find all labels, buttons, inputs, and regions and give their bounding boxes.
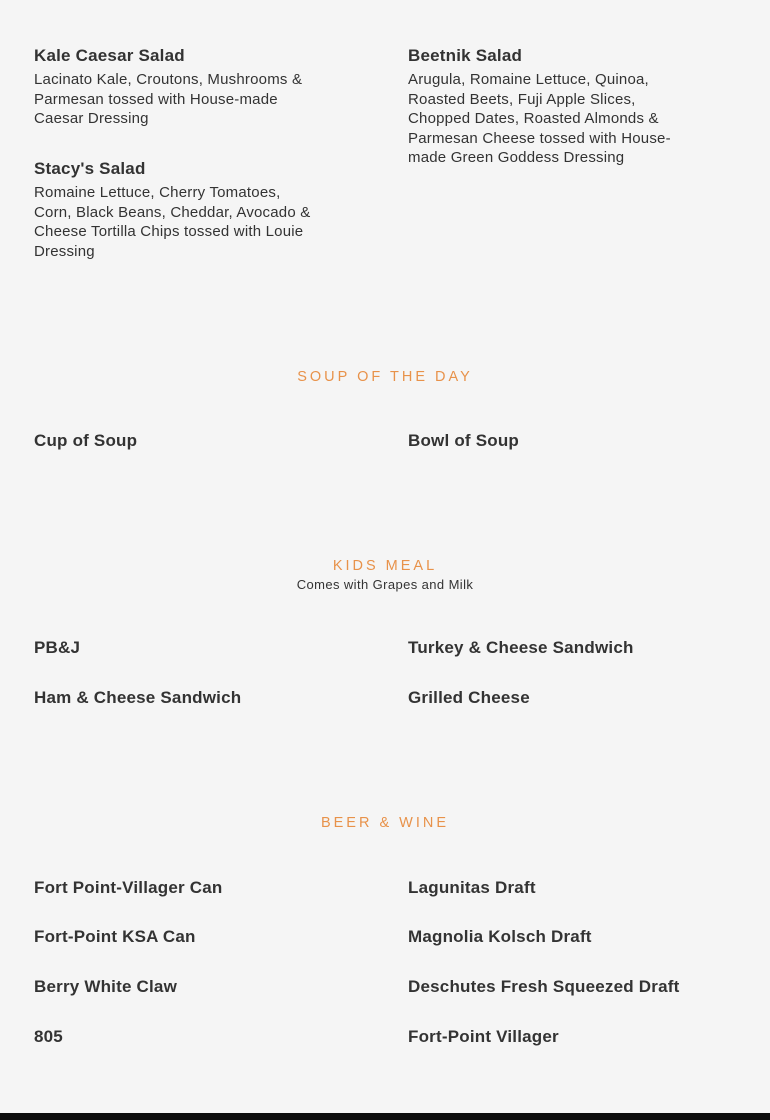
item-name: Magnolia Kolsch Draft bbox=[408, 927, 592, 946]
menu-item-turkey-cheese bbox=[408, 638, 708, 658]
section-title-kids: KIDS MEAL bbox=[332, 558, 438, 574]
menu-item-beetnik bbox=[408, 46, 698, 168]
item-name: Deschutes Fresh Squeezed Draft bbox=[408, 977, 680, 996]
menu-item-ham-cheese bbox=[34, 688, 324, 708]
item-name: Berry White Claw bbox=[34, 977, 178, 996]
menu-item-grilled-cheese bbox=[408, 688, 708, 708]
item-name: Bowl of Soup bbox=[408, 431, 519, 450]
menu-item-lagunitas-draft bbox=[408, 878, 708, 898]
menu-item-fort-point-villager-can bbox=[34, 878, 324, 898]
item-name: Lagunitas Draft bbox=[408, 878, 536, 897]
item-name: Fort Point-Villager Can bbox=[34, 878, 223, 897]
item-name: Turkey & Cheese Sandwich bbox=[408, 638, 634, 657]
menu-item-bowl-of-soup bbox=[408, 431, 708, 451]
section-title-beer-wine: BEER & WINE bbox=[320, 815, 450, 831]
menu-item-805 bbox=[34, 1027, 324, 1047]
item-name: Stacy's Salad bbox=[34, 159, 146, 178]
item-name: Fort-Point KSA Can bbox=[34, 927, 196, 946]
section-title-soup: SOUP OF THE DAY bbox=[297, 369, 473, 385]
item-description: Romaine Lettuce, Cherry Tomatoes, Corn, Black Beans, Cheddar, Avocado & Cheese Tortilla Chips tossed with Louie Dressing bbox=[34, 184, 311, 260]
item-description: Lacinato Kale, Croutons, Mushrooms & Parmesan tossed with House-made Caesar Dressing bbox=[34, 71, 303, 127]
item-name: Grilled Cheese bbox=[408, 688, 530, 707]
item-name: 805 bbox=[34, 1027, 63, 1046]
item-name: Beetnik Salad bbox=[408, 46, 523, 65]
menu-item-fort-point-ksa-can bbox=[34, 927, 324, 947]
item-name: Kale Caesar Salad bbox=[34, 46, 185, 65]
item-name: Ham & Cheese Sandwich bbox=[34, 688, 242, 707]
item-description: Arugula, Romaine Lettuce, Quinoa, Roasted Beets, Fuji Apple Slices, Chopped Dates, Roasted Almonds & Parmesan Cheese tossed with House-made Green Goddess Dressing bbox=[408, 71, 671, 166]
section-subtitle-kids: Comes with Grapes and Milk bbox=[296, 577, 474, 592]
menu-item-pbj bbox=[34, 638, 324, 658]
menu-item-kale-caesar bbox=[34, 46, 324, 129]
footer-bar bbox=[0, 1113, 770, 1120]
item-name: Cup of Soup bbox=[34, 431, 138, 450]
menu-item-berry-white-claw bbox=[34, 977, 324, 997]
menu-item-magnolia-kolsch bbox=[408, 927, 708, 947]
menu-item-fort-point-villager bbox=[408, 1027, 708, 1047]
item-name: PB&J bbox=[34, 638, 81, 657]
menu-item-cup-of-soup bbox=[34, 431, 324, 451]
menu-item-deschutes-fresh-squeezed bbox=[408, 977, 708, 997]
item-name: Fort-Point Villager bbox=[408, 1027, 559, 1046]
menu-item-stacys-salad bbox=[34, 159, 314, 261]
